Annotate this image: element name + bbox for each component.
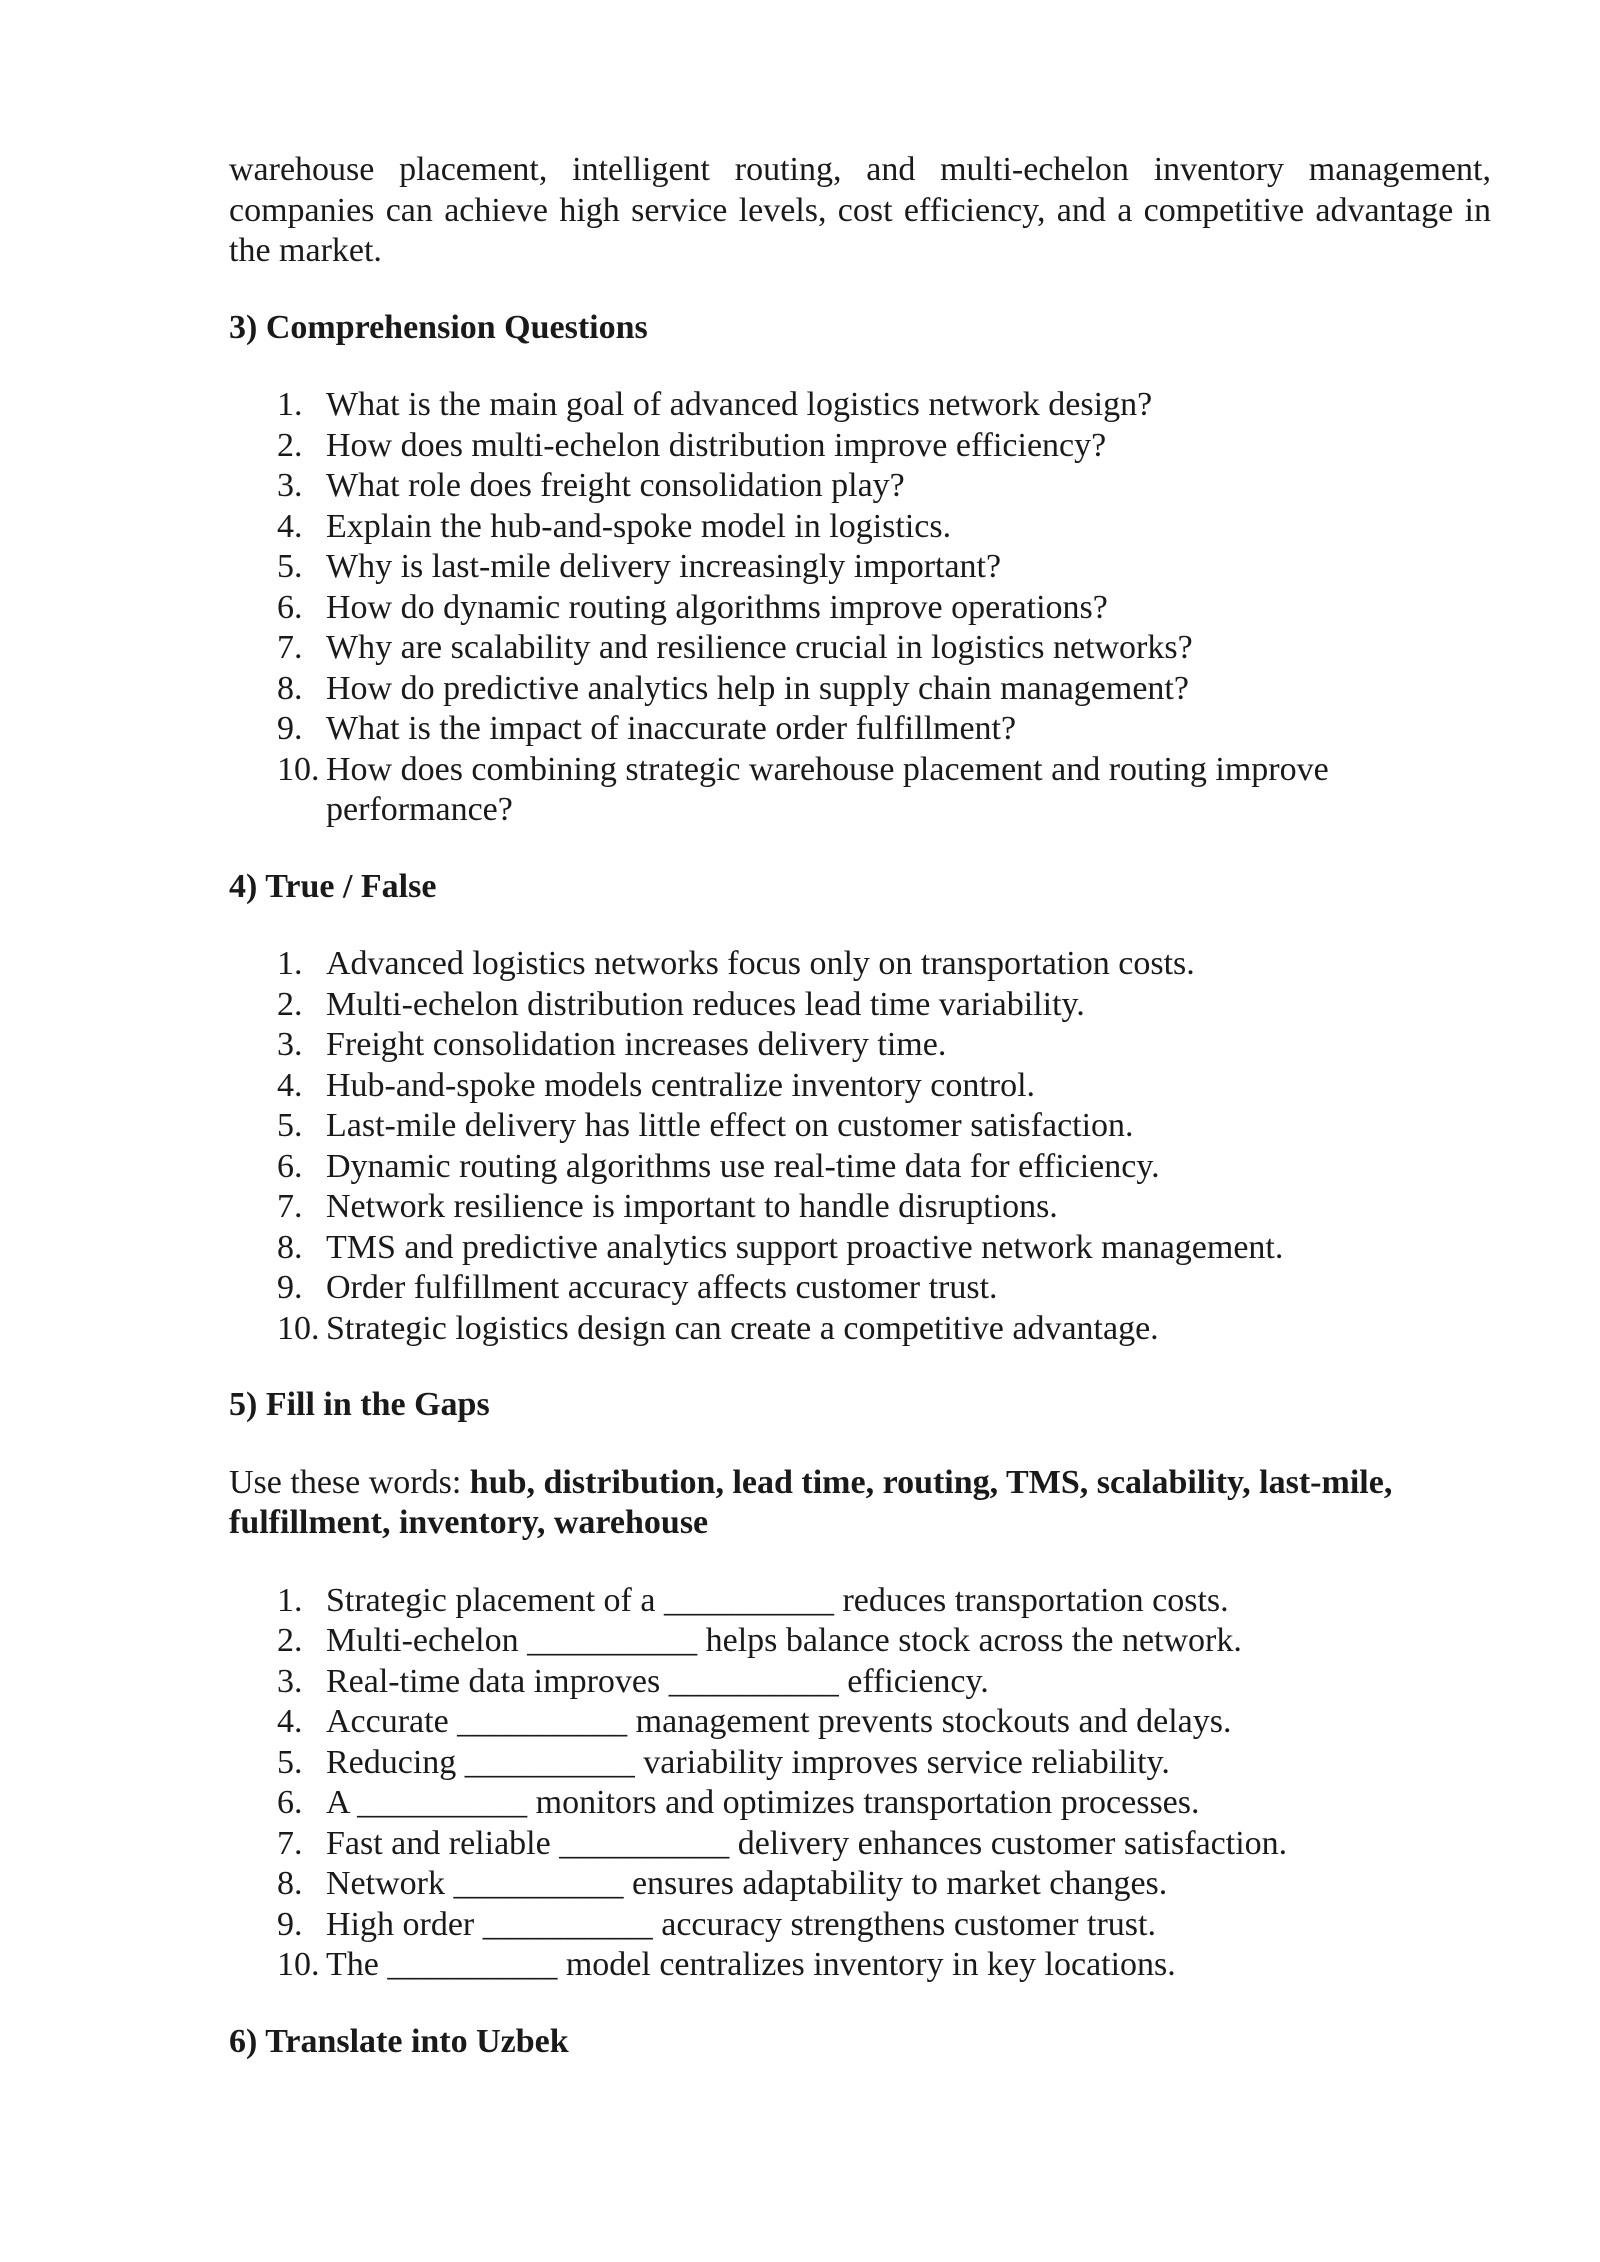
document-page bbox=[229, 150, 1491, 2062]
list-item bbox=[229, 1268, 1491, 1309]
list-item bbox=[229, 1106, 1491, 1147]
list-item-number: 9. bbox=[277, 1905, 303, 1943]
list-item-text: Accurate __________ management prevents stockouts and delays. bbox=[326, 1703, 1232, 1740]
list-item-number: 6. bbox=[277, 1147, 303, 1185]
list-item-text: Why are scalability and resilience crucial in logistics networks? bbox=[326, 629, 1193, 666]
list-item-number: 3. bbox=[277, 467, 303, 504]
list-item bbox=[229, 1621, 1491, 1662]
list-item-text: A __________ monitors and optimizes transportation processes. bbox=[326, 1784, 1200, 1821]
list-item bbox=[229, 1905, 1491, 1946]
list-item bbox=[229, 385, 1491, 426]
list-item-text: Why is last-mile delivery increasingly important? bbox=[326, 548, 1002, 585]
list-item-number: 8. bbox=[277, 1865, 303, 1902]
list-item bbox=[229, 750, 1491, 831]
list-item bbox=[229, 1228, 1491, 1269]
word-bank-prefix: Use these words: bbox=[229, 1463, 470, 1501]
list-item-text: Fast and reliable __________ delivery enhances customer satisfaction. bbox=[326, 1824, 1288, 1862]
list-item bbox=[229, 1066, 1491, 1107]
list-item-text: Multi-echelon distribution reduces lead time variability. bbox=[326, 985, 1085, 1023]
list-item bbox=[229, 628, 1491, 669]
list-item-number: 10. bbox=[277, 750, 320, 788]
list-item-number: 5. bbox=[277, 1743, 303, 1781]
list-item-text: How do predictive analytics help in supply chain management? bbox=[326, 669, 1189, 707]
list-item-number: 8. bbox=[277, 669, 303, 707]
list-item-text: What is the main goal of advanced logistics network design? bbox=[326, 386, 1153, 423]
list-item-number: 8. bbox=[277, 1228, 303, 1266]
list-item-number: 7. bbox=[277, 1188, 303, 1225]
section-title-translate: 6) Translate into Uzbek bbox=[229, 2022, 569, 2060]
true-false-list bbox=[229, 944, 1491, 1349]
list-item-text: Reducing __________ variability improves service reliability. bbox=[326, 1743, 1170, 1781]
list-item-number: 3. bbox=[277, 1662, 303, 1700]
section-title-fill-gaps: 5) Fill in the Gaps bbox=[229, 1386, 490, 1423]
list-item-number: 2. bbox=[277, 985, 303, 1023]
list-item-number: 4. bbox=[277, 1066, 303, 1104]
list-item-text: Network resilience is important to handle disruptions. bbox=[326, 1188, 1058, 1225]
list-item-number: 7. bbox=[277, 629, 303, 666]
list-item-text: How does combining strategic warehouse placement and routing improve performance? bbox=[326, 750, 1329, 828]
list-item-number: 10. bbox=[277, 1309, 320, 1347]
list-item-number: 1. bbox=[277, 1581, 303, 1619]
list-item-text: Multi-echelon __________ helps balance stock across the network. bbox=[326, 1622, 1242, 1659]
word-bank-words: hub, distribution, lead time, routing, TMS, scalability, last-mile, fulfillment, inventory, warehouse bbox=[229, 1463, 1393, 1541]
list-item-text: Last-mile delivery has little effect on customer satisfaction. bbox=[326, 1107, 1134, 1144]
list-item bbox=[229, 944, 1491, 985]
list-item-number: 9. bbox=[277, 1269, 303, 1306]
list-item bbox=[229, 1783, 1491, 1824]
list-item-number: 2. bbox=[277, 426, 303, 464]
list-item bbox=[229, 1743, 1491, 1784]
list-item bbox=[229, 588, 1491, 629]
list-item-number: 2. bbox=[277, 1622, 303, 1659]
list-item-text: Order fulfillment accuracy affects customer trust. bbox=[326, 1269, 998, 1306]
list-item-number: 3. bbox=[277, 1026, 303, 1063]
section-title-true-false: 4) True / False bbox=[229, 867, 437, 905]
list-item-number: 5. bbox=[277, 1107, 303, 1144]
list-item bbox=[229, 466, 1491, 507]
list-item bbox=[229, 669, 1491, 710]
list-item-text: Freight consolidation increases delivery time. bbox=[326, 1026, 947, 1063]
list-item-number: 1. bbox=[277, 386, 303, 423]
list-item-number: 9. bbox=[277, 710, 303, 747]
list-item-text: High order __________ accuracy strengthens customer trust. bbox=[326, 1905, 1156, 1943]
comprehension-questions-list bbox=[229, 385, 1491, 831]
list-item-text: Strategic placement of a __________ reduces transportation costs. bbox=[326, 1581, 1229, 1619]
section-title-comprehension: 3) Comprehension Questions bbox=[229, 308, 648, 346]
list-item bbox=[229, 1662, 1491, 1703]
list-item bbox=[229, 1581, 1491, 1622]
fill-gaps-list bbox=[229, 1581, 1491, 1986]
list-item bbox=[229, 1945, 1491, 1986]
word-bank-instruction bbox=[229, 1463, 1491, 1544]
list-item bbox=[229, 426, 1491, 467]
list-item-number: 4. bbox=[277, 1703, 303, 1740]
list-item bbox=[229, 1864, 1491, 1905]
list-item bbox=[229, 547, 1491, 588]
list-item-text: What role does freight consolidation play? bbox=[326, 467, 905, 504]
list-item bbox=[229, 1824, 1491, 1865]
list-item-text: The __________ model centralizes inventory in key locations. bbox=[326, 1946, 1176, 1983]
list-item bbox=[229, 1187, 1491, 1228]
list-item-number: 5. bbox=[277, 548, 303, 585]
list-item-text: Hub-and-spoke models centralize inventory control. bbox=[326, 1066, 1036, 1104]
list-item-number: 10. bbox=[277, 1946, 320, 1983]
list-item bbox=[229, 507, 1491, 548]
list-item-number: 7. bbox=[277, 1824, 303, 1862]
list-item-text: How do dynamic routing algorithms improve operations? bbox=[326, 588, 1108, 626]
list-item-text: How does multi-echelon distribution improve efficiency? bbox=[326, 426, 1107, 464]
list-item bbox=[229, 985, 1491, 1026]
list-item-text: What is the impact of inaccurate order fulfillment? bbox=[326, 710, 1017, 747]
list-item bbox=[229, 1309, 1491, 1350]
list-item-text: Dynamic routing algorithms use real-time data for efficiency. bbox=[326, 1147, 1160, 1185]
list-item-text: Advanced logistics networks focus only on transportation costs. bbox=[326, 945, 1195, 982]
list-item-number: 1. bbox=[277, 945, 303, 982]
list-item-text: Strategic logistics design can create a competitive advantage. bbox=[326, 1309, 1159, 1347]
list-item bbox=[229, 1147, 1491, 1188]
list-item bbox=[229, 709, 1491, 750]
list-item-text: Explain the hub-and-spoke model in logistics. bbox=[326, 507, 952, 545]
list-item-text: Network __________ ensures adaptability to market changes. bbox=[326, 1865, 1168, 1902]
list-item-text: TMS and predictive analytics support proactive network management. bbox=[326, 1228, 1284, 1266]
list-item bbox=[229, 1025, 1491, 1066]
list-item-text: Real-time data improves __________ efficiency. bbox=[326, 1662, 989, 1700]
list-item-number: 6. bbox=[277, 588, 303, 626]
list-item-number: 4. bbox=[277, 507, 303, 545]
list-item bbox=[229, 1702, 1491, 1743]
intro-paragraph: warehouse placement, intelligent routing, and multi-echelon inventory management, companies can achieve high service levels, cost efficiency, and a competitive advantage in the market. bbox=[229, 151, 1491, 269]
list-item-number: 6. bbox=[277, 1784, 303, 1821]
